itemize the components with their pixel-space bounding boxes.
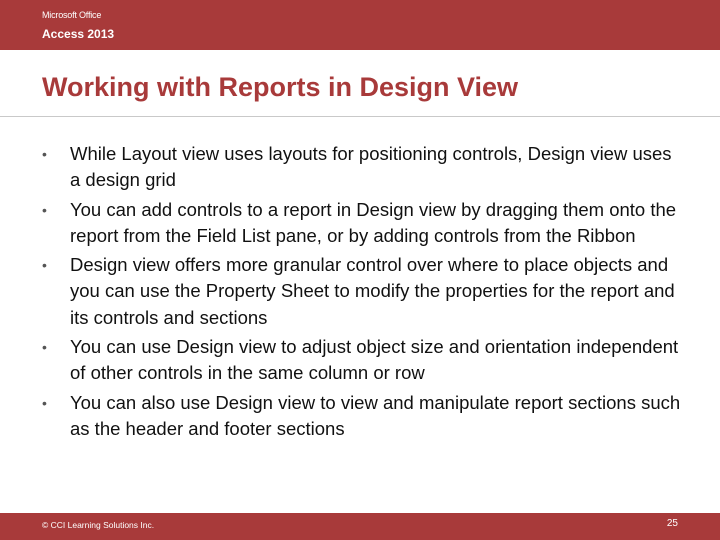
bullet-item	[42, 334, 682, 387]
bullet-item	[42, 252, 682, 331]
product-name: Access 2013	[42, 27, 115, 41]
bullet-item	[42, 197, 682, 250]
header-band	[0, 0, 720, 50]
bullet-icon: •	[42, 339, 47, 356]
bullet-item	[42, 141, 682, 194]
brand-name: Microsoft Office	[42, 10, 102, 20]
slide-title: Working with Reports in Design View	[42, 72, 519, 102]
bullet-text: You can use Design view to adjust object size and orientation independent of other controls in the same column or row	[70, 336, 679, 384]
bullet-icon: •	[42, 146, 47, 162]
page-number: 25	[666, 518, 678, 529]
bullet-item	[42, 390, 682, 443]
bullet-icon: •	[42, 201, 47, 218]
title-divider	[0, 116, 720, 117]
bullet-text: While Layout view uses layouts for positioning controls, Design view uses a design grid	[70, 143, 672, 191]
bullet-list	[42, 141, 682, 445]
copyright-notice: © CCI Learning Solutions Inc.	[42, 520, 155, 530]
bullet-text: You can add controls to a report in Design view by dragging them onto the report from the Field List pane, or by adding controls from the Ribbon	[70, 198, 677, 246]
bullet-icon: •	[42, 394, 47, 411]
bullet-text: Design view offers more granular control over where to place objects and you can use the Property Sheet to modify the properties for the report and its controls and sections	[70, 254, 675, 328]
bullet-text: You can also use Design view to view and manipulate report sections such as the header and footer sections	[70, 391, 681, 439]
bullet-icon: •	[42, 257, 47, 274]
